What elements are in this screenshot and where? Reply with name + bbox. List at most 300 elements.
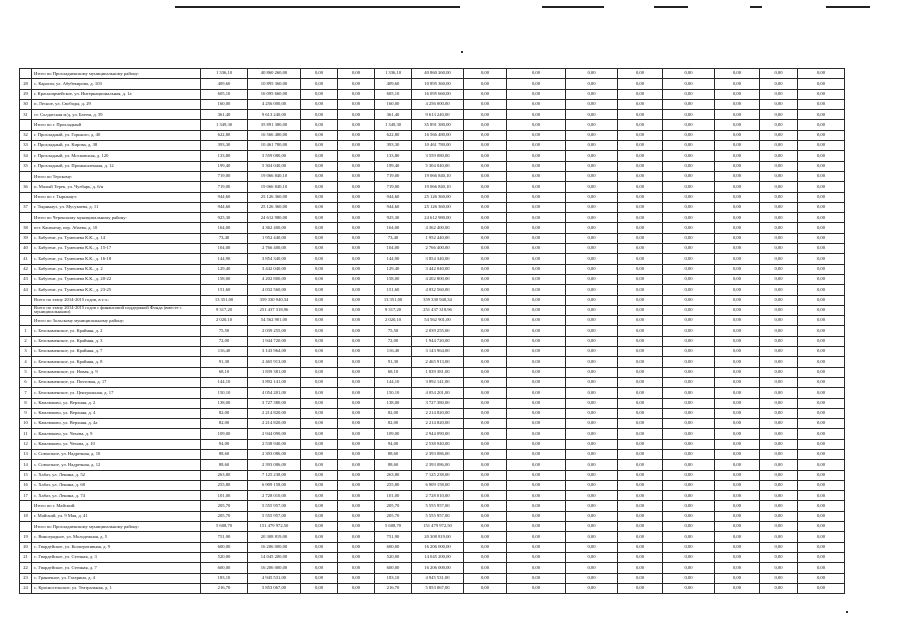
address-cell: Всего по этапу 2014-2015 годов, в т.ч.:: [32, 295, 201, 305]
value-cell: 0,00: [760, 192, 798, 202]
value-cell: 0,00: [618, 171, 663, 181]
value-cell: 0,00: [798, 274, 845, 284]
table-row-total: [20, 192, 845, 202]
value-cell: 0,00: [507, 244, 566, 254]
value-cell: 5 608,70: [375, 522, 412, 532]
value-cell: 0,00: [760, 110, 798, 120]
value-cell: 0,00: [663, 254, 715, 264]
value-cell: 16 566 480,00: [412, 130, 464, 140]
value-cell: 0,00: [715, 532, 760, 542]
value-cell: 0,00: [760, 285, 798, 295]
value-cell: 0,00: [301, 326, 338, 336]
value-cell: 0,00: [301, 182, 338, 192]
value-cell: 0,00: [663, 357, 715, 367]
value-cell: 0,00: [566, 182, 618, 192]
value-cell: 0,00: [715, 347, 760, 357]
value-cell: 0,00: [663, 202, 715, 212]
address-cell: с. Гвардейское, ул. Степная, д. 7: [32, 563, 201, 573]
value-cell: 0,00: [715, 336, 760, 346]
value-cell: 0,00: [338, 377, 375, 387]
value-cell: 5 555 957,00: [412, 501, 464, 511]
value-cell: 2 214 820,00: [248, 419, 301, 429]
value-cell: 0,00: [507, 398, 566, 408]
value-cell: 0,00: [566, 274, 618, 284]
value-cell: 0,00: [566, 449, 618, 459]
value-cell: 255,80: [201, 480, 248, 490]
row-number: 3: [20, 347, 32, 357]
value-cell: 0,00: [618, 439, 663, 449]
value-cell: 0,00: [798, 285, 845, 295]
row-number: 28: [20, 79, 32, 89]
value-cell: 0,00: [663, 511, 715, 521]
value-cell: 0,00: [760, 563, 798, 573]
value-cell: 0,00: [464, 532, 507, 542]
value-cell: 0,00: [663, 161, 715, 171]
value-cell: 0,00: [618, 336, 663, 346]
value-cell: 16 206 000,00: [412, 542, 464, 552]
value-cell: 0,00: [715, 563, 760, 573]
value-cell: 0,00: [338, 151, 375, 161]
value-cell: 0,00: [507, 377, 566, 387]
value-cell: 0,00: [798, 532, 845, 542]
value-cell: 0,00: [507, 264, 566, 274]
value-cell: 0,00: [566, 326, 618, 336]
value-cell: 622,80: [201, 130, 248, 140]
value-cell: 0,00: [464, 171, 507, 181]
value-cell: 0,00: [338, 233, 375, 243]
value-cell: 5 608,70: [201, 522, 248, 532]
value-cell: 0,00: [464, 388, 507, 398]
value-cell: 0,00: [663, 419, 715, 429]
value-cell: 1 349,30: [201, 120, 248, 130]
table-row: [20, 223, 845, 233]
value-cell: 409,60: [375, 79, 412, 89]
value-cell: 16 566 480,00: [248, 130, 301, 140]
value-cell: 0,00: [663, 470, 715, 480]
value-cell: 0,00: [760, 69, 798, 79]
value-cell: 0,00: [301, 388, 338, 398]
table-row: [20, 182, 845, 192]
value-cell: 2 538 940,00: [248, 439, 301, 449]
value-cell: 0,00: [338, 522, 375, 532]
value-cell: 0,00: [798, 583, 845, 593]
value-cell: 0,00: [301, 408, 338, 418]
value-cell: 0,00: [338, 254, 375, 264]
row-number: 41: [20, 254, 32, 264]
value-cell: 0,00: [301, 264, 338, 274]
value-cell: 0,00: [301, 522, 338, 532]
value-cell: 0,00: [760, 274, 798, 284]
address-cell: Итого по г. Тырныауз:: [32, 192, 201, 202]
table-row: [20, 285, 845, 295]
value-cell: 0,00: [798, 161, 845, 171]
value-cell: 0,00: [301, 295, 338, 305]
value-cell: 40 860 260,00: [248, 69, 301, 79]
value-cell: 0,00: [798, 182, 845, 192]
value-cell: 0,00: [760, 470, 798, 480]
value-cell: 91,30: [201, 357, 248, 367]
table-row: [20, 460, 845, 470]
value-cell: 0,00: [663, 151, 715, 161]
value-cell: 151 479 972,50: [412, 522, 464, 532]
value-cell: 0,00: [798, 295, 845, 305]
value-cell: 0,00: [338, 429, 375, 439]
value-cell: 4 945 531,00: [248, 573, 301, 583]
value-cell: 0,00: [618, 449, 663, 459]
address-cell: с. Хабаз, ул. Ленина, д. 68: [32, 480, 201, 490]
value-cell: 0,00: [464, 69, 507, 79]
value-cell: 138,00: [375, 398, 412, 408]
value-cell: 1 839 381,00: [248, 367, 301, 377]
row-number: [20, 171, 32, 181]
value-cell: 6 909 158,00: [248, 480, 301, 490]
value-cell: 0,00: [715, 254, 760, 264]
value-cell: 0,00: [618, 429, 663, 439]
row-number: 43: [20, 274, 32, 284]
value-cell: 2 039 255,00: [248, 326, 301, 336]
value-cell: 0,00: [715, 511, 760, 521]
value-cell: 88,60: [201, 449, 248, 459]
address-cell: с. Бабугент, ул. Тумешева К.К., д. 16-18: [32, 254, 201, 264]
value-cell: 0,00: [301, 233, 338, 243]
value-cell: 19 066 840,10: [412, 182, 464, 192]
value-cell: 0,00: [798, 305, 845, 315]
value-cell: 0,00: [301, 377, 338, 387]
table-row: [20, 161, 845, 171]
address-cell: г. Прохладный, ул. Кирова, д. 38: [32, 141, 201, 151]
value-cell: 0,00: [301, 470, 338, 480]
value-cell: 0,00: [715, 244, 760, 254]
value-cell: 0,00: [301, 491, 338, 501]
value-cell: 0,00: [760, 336, 798, 346]
table-row: [20, 244, 845, 254]
row-number: 32: [20, 130, 32, 140]
value-cell: 199,40: [375, 161, 412, 171]
value-cell: 0,00: [663, 264, 715, 274]
value-cell: 0,00: [464, 213, 507, 223]
row-number: 1: [20, 326, 32, 336]
value-cell: 0,00: [663, 223, 715, 233]
address-cell: с. Камлюково, ул. Верхняя, д. 4а: [32, 419, 201, 429]
value-cell: 361,40: [201, 110, 248, 120]
value-cell: 2 465 913,00: [248, 357, 301, 367]
value-cell: 129,40: [375, 264, 412, 274]
value-cell: 0,00: [618, 419, 663, 429]
value-cell: 2 393 086,00: [412, 460, 464, 470]
value-cell: 0,00: [566, 79, 618, 89]
address-cell: с. Совхозное, ул. Надречная, д. 10: [32, 449, 201, 459]
value-cell: 2 728 010,00: [412, 491, 464, 501]
value-cell: 0,00: [464, 563, 507, 573]
value-cell: 25 126 360,00: [412, 192, 464, 202]
value-cell: 0,00: [798, 316, 845, 326]
table-row: [20, 419, 845, 429]
row-number: 44: [20, 285, 32, 295]
value-cell: 0,00: [663, 573, 715, 583]
table-row-total: [20, 171, 845, 181]
value-cell: 0,00: [464, 192, 507, 202]
value-cell: 0,00: [464, 398, 507, 408]
value-cell: 88,60: [201, 460, 248, 470]
value-cell: 0,00: [760, 202, 798, 212]
value-cell: 0,00: [464, 336, 507, 346]
address-cell: Итого по Зольскому муниципальному району:: [32, 316, 201, 326]
value-cell: 183,10: [201, 573, 248, 583]
value-cell: 0,00: [618, 120, 663, 130]
value-cell: 0,00: [618, 408, 663, 418]
address-cell: с. Белокаменское, ул. Крайняя, д. 2: [32, 326, 201, 336]
value-cell: 0,00: [338, 583, 375, 593]
value-cell: 0,00: [301, 439, 338, 449]
value-cell: 216,70: [375, 583, 412, 593]
value-cell: 0,00: [760, 511, 798, 521]
value-cell: 2 465 913,00: [412, 357, 464, 367]
value-cell: 0,00: [663, 244, 715, 254]
value-cell: 16 095 660,00: [248, 89, 301, 99]
value-cell: 0,00: [798, 99, 845, 109]
value-cell: 2 766 400,00: [248, 244, 301, 254]
value-cell: 0,00: [760, 79, 798, 89]
value-cell: 0,00: [301, 202, 338, 212]
value-cell: 0,00: [464, 429, 507, 439]
value-cell: 0,00: [464, 573, 507, 583]
value-cell: 0,00: [798, 522, 845, 532]
value-cell: 0,00: [301, 316, 338, 326]
value-cell: 0,00: [760, 182, 798, 192]
value-cell: 0,00: [663, 120, 715, 130]
value-cell: 0,00: [566, 470, 618, 480]
value-cell: 0,00: [338, 501, 375, 511]
value-cell: 0,00: [760, 429, 798, 439]
value-cell: 0,00: [338, 336, 375, 346]
value-cell: 0,00: [715, 449, 760, 459]
table-row: [20, 377, 845, 387]
value-cell: 0,00: [566, 522, 618, 532]
value-cell: 409,60: [201, 79, 248, 89]
value-cell: 138,00: [201, 398, 248, 408]
value-cell: 0,00: [618, 233, 663, 243]
value-cell: 0,00: [301, 254, 338, 264]
value-cell: 20 308 819,00: [248, 532, 301, 542]
value-cell: 2 538 940,00: [412, 439, 464, 449]
value-cell: 94,00: [201, 439, 248, 449]
value-cell: 0,00: [338, 367, 375, 377]
value-cell: 0,00: [507, 419, 566, 429]
value-cell: 0,00: [338, 182, 375, 192]
value-cell: 0,00: [301, 460, 338, 470]
value-cell: 0,00: [798, 563, 845, 573]
address-cell: с. Бабугент, ул. Тумешева К.К., д. 14: [32, 233, 201, 243]
table-row: [20, 151, 845, 161]
value-cell: 3 892 141,00: [248, 377, 301, 387]
value-cell: 0,00: [566, 264, 618, 274]
value-cell: 0,00: [507, 336, 566, 346]
value-cell: 0,00: [338, 79, 375, 89]
table-row: [20, 408, 845, 418]
value-cell: 0,00: [301, 398, 338, 408]
value-cell: 116,40: [375, 347, 412, 357]
value-cell: 0,00: [301, 285, 338, 295]
value-cell: 0,00: [507, 89, 566, 99]
value-cell: 0,00: [507, 439, 566, 449]
value-cell: 0,00: [715, 202, 760, 212]
value-cell: 0,00: [566, 192, 618, 202]
value-cell: 719,00: [201, 182, 248, 192]
value-cell: 0,00: [715, 480, 760, 490]
value-cell: 10 895 360,00: [412, 79, 464, 89]
value-cell: 0,00: [760, 573, 798, 583]
value-cell: 0,00: [715, 161, 760, 171]
value-cell: 0,00: [618, 285, 663, 295]
row-number: 10: [20, 419, 32, 429]
value-cell: 0,00: [618, 347, 663, 357]
value-cell: 0,00: [464, 439, 507, 449]
value-cell: 94,00: [375, 439, 412, 449]
value-cell: 0,00: [301, 573, 338, 583]
row-number: [20, 69, 32, 79]
value-cell: 24 612 980,00: [412, 213, 464, 223]
row-number: 14: [20, 460, 32, 470]
value-cell: 0,00: [715, 460, 760, 470]
value-cell: 4 362 400,00: [412, 223, 464, 233]
row-number: 37: [20, 202, 32, 212]
row-number: 9: [20, 408, 32, 418]
value-cell: 0,00: [715, 491, 760, 501]
address-cell: с. Белокаменское, ул. Центральная, д. 17: [32, 388, 201, 398]
value-cell: 0,00: [464, 522, 507, 532]
value-cell: 205,70: [201, 501, 248, 511]
value-cell: 0,00: [507, 470, 566, 480]
value-cell: 0,00: [760, 460, 798, 470]
value-cell: 205,70: [201, 511, 248, 521]
value-cell: 0,00: [715, 408, 760, 418]
value-cell: 9 613 240,00: [412, 110, 464, 120]
value-cell: 0,00: [566, 141, 618, 151]
value-cell: 205,70: [375, 501, 412, 511]
row-number: [20, 522, 32, 532]
value-cell: 0,00: [566, 336, 618, 346]
table-row: [20, 79, 845, 89]
value-cell: 0,00: [338, 419, 375, 429]
value-cell: 0,00: [663, 305, 715, 315]
value-cell: 0,00: [798, 326, 845, 336]
address-cell: г. Прохладный, ул. Московская, д. 120: [32, 151, 201, 161]
row-number: 33: [20, 141, 32, 151]
value-cell: 0,00: [663, 583, 715, 593]
value-cell: 0,00: [301, 69, 338, 79]
table-row: [20, 357, 845, 367]
value-cell: 183,10: [375, 573, 412, 583]
value-cell: 0,00: [715, 285, 760, 295]
value-cell: 0,00: [663, 274, 715, 284]
value-cell: 0,00: [464, 542, 507, 552]
value-cell: 205,70: [375, 511, 412, 521]
value-cell: 0,00: [464, 161, 507, 171]
value-cell: 0,00: [338, 141, 375, 151]
value-cell: 0,00: [507, 295, 566, 305]
value-cell: 0,00: [301, 583, 338, 593]
value-cell: 0,00: [715, 151, 760, 161]
value-cell: 0,00: [715, 79, 760, 89]
row-number: 5: [20, 367, 32, 377]
row-number: 16: [20, 480, 32, 490]
address-cell: с. Белокаменское, ул. Почтовая, д. 17: [32, 377, 201, 387]
row-number: 30: [20, 99, 32, 109]
value-cell: 0,00: [663, 522, 715, 532]
value-cell: 0,00: [338, 285, 375, 295]
value-cell: 0,00: [566, 161, 618, 171]
row-number: 39: [20, 233, 32, 243]
value-cell: 0,00: [507, 388, 566, 398]
value-cell: 129,40: [201, 264, 248, 274]
value-cell: 0,00: [618, 398, 663, 408]
table-row: [20, 573, 845, 583]
row-number: [20, 192, 32, 202]
value-cell: 1 336,10: [201, 69, 248, 79]
value-cell: 0,00: [507, 120, 566, 130]
value-cell: 0,00: [507, 233, 566, 243]
value-cell: 520,00: [201, 552, 248, 562]
value-cell: 0,00: [760, 151, 798, 161]
value-cell: 0,00: [338, 110, 375, 120]
value-cell: 600,00: [375, 542, 412, 552]
value-cell: 0,00: [338, 449, 375, 459]
value-cell: 0,00: [798, 213, 845, 223]
value-cell: 0,00: [760, 419, 798, 429]
value-cell: 0,00: [715, 470, 760, 480]
value-cell: 605,10: [201, 89, 248, 99]
address-cell: г. Красноармейское, ул. Интернациональная, д. 1а: [32, 89, 201, 99]
value-cell: 0,00: [338, 408, 375, 418]
value-cell: 0,00: [464, 491, 507, 501]
value-cell: 2 944 090,00: [248, 429, 301, 439]
value-cell: 0,00: [566, 120, 618, 130]
row-number: 11: [20, 429, 32, 439]
value-cell: 0,00: [715, 501, 760, 511]
value-cell: 1 349,30: [375, 120, 412, 130]
table-body: [20, 69, 845, 594]
value-cell: 0,00: [618, 583, 663, 593]
value-cell: 0,00: [507, 429, 566, 439]
value-cell: 0,00: [618, 182, 663, 192]
table-row: [20, 233, 845, 243]
value-cell: 20 308 819,00: [412, 532, 464, 542]
value-cell: 0,00: [618, 192, 663, 202]
value-cell: 0,00: [507, 511, 566, 521]
value-cell: 0,00: [566, 398, 618, 408]
row-number: [20, 316, 32, 326]
row-number: 15: [20, 470, 32, 480]
row-number: [20, 120, 32, 130]
value-cell: 1 952 440,00: [248, 233, 301, 243]
value-cell: 0,00: [663, 316, 715, 326]
value-cell: 2 214 820,00: [412, 408, 464, 418]
value-cell: 2 393 086,00: [248, 449, 301, 459]
value-cell: 0,00: [760, 244, 798, 254]
row-number: 29: [20, 89, 32, 99]
value-cell: 133,80: [201, 151, 248, 161]
value-cell: 0,00: [663, 171, 715, 181]
value-cell: 0,00: [760, 254, 798, 264]
value-cell: 0,00: [663, 388, 715, 398]
value-cell: 4 256 000,00: [412, 99, 464, 109]
address-cell: с. Граничное, ул. Гагарина, д. 4: [32, 573, 201, 583]
value-cell: 0,00: [798, 439, 845, 449]
value-cell: 0,00: [618, 491, 663, 501]
value-cell: 0,00: [663, 480, 715, 490]
value-cell: 0,00: [301, 347, 338, 357]
value-cell: 361,40: [375, 110, 412, 120]
